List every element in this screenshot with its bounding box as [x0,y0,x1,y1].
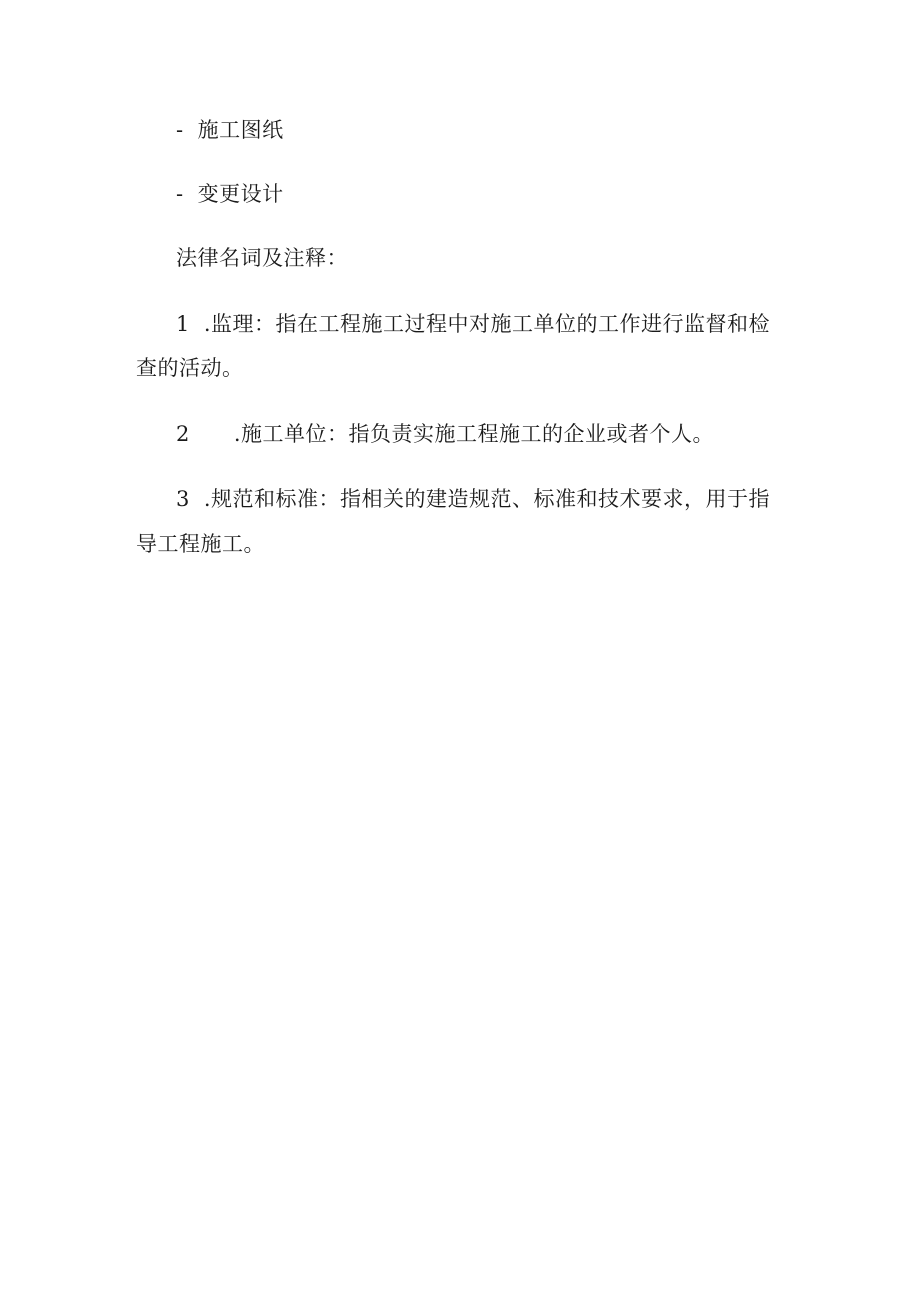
definition-item [176,420,714,448]
definition-text: .监理：指在工程施工过程中对施工单位的工作进行监督和检 [203,312,771,336]
definition-number: 2 [176,422,190,446]
bullet-marker: - [176,118,184,142]
section-heading: 法律名词及注释： [176,246,348,270]
definition-text: .施工单位：指负责实施工程施工的企业或者个人。 [233,422,715,446]
bullet-item [176,116,284,144]
bullet-marker: - [176,182,184,206]
definition-number: 1 [176,312,190,336]
definition-continuation: 查的活动。 [136,356,244,380]
definition-number: 3 [176,487,190,511]
bullet-item [176,180,284,208]
definition-continuation: 导工程施工。 [136,532,265,556]
definition-item [176,310,770,338]
definition-text: .规范和标准：指相关的建造规范、标准和技术要求，用于指 [203,487,771,511]
bullet-text: 施工图纸 [197,118,284,142]
bullet-text: 变更设计 [197,182,284,206]
definition-item [176,485,770,513]
